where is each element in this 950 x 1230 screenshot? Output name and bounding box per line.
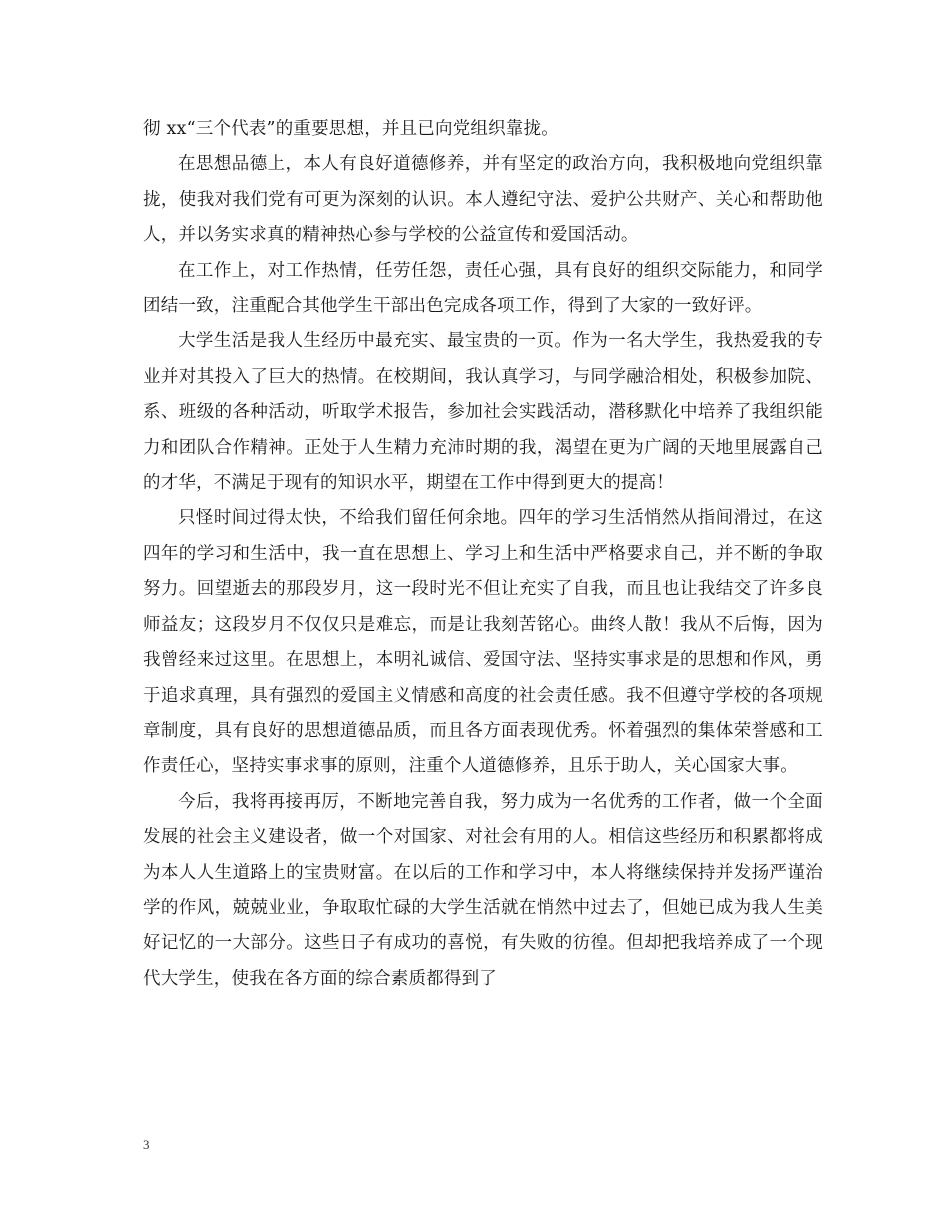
paragraph-1: 彻 xx“三个代表”的重要思想，并且已向党组织靠拢。 (143, 119, 559, 139)
paragraph-6: 今后，我将再接再厉，不断地完善自我，努力成为一名优秀的工作者，做一个全面发展的社会主义建设者，做一个对国家、对社会有用的人。相信这些经历和积累都将成为本人人生道路上的宝贵财富。在以后的工作和学习中，本人将继续保持并发扬严谨治学的作风，兢兢业业，争取取忙碌的大学生活就在悄然中过去了，但她已成为我人生美好记忆的一大部分。这些日子有成功的喜悦，有失败的彷徨。但却把我培养成了一个现代大学生，使我在各方面的综合素质都得到了 (143, 791, 823, 989)
paragraph-4: 大学生活是我人生经历中最充实、最宝贵的一页。作为一名大学生，我热爱我的专业并对其投入了巨大的热情。在校期间，我认真学习，与同学融洽相处，积极参加院、系、班级的各种活动，听取学术报告，参加社会实践活动，潜移默化中培养了我组织能力和团队合作精神。正处于人生精力充沛时期的我，渴望在更为广阔的天地里展露自己的才华，不满足于现有的知识水平，期望在工作中得到更大的提高！ (143, 331, 823, 494)
paragraph-5: 只怪时间过得太快，不给我们留任何余地。四年的学习生活悄然从指间滑过，在这四年的学习和生活中，我一直在思想上、学习上和生活中严格要求自己，并不断的争取努力。回望逝去的那段岁月，这一段时光不但让充实了自我，而且也让我结交了许多良师益友；这段岁月不仅仅只是难忘，而是让我刻苦铭心。曲终人散！我从不后悔，因为我曾经来过这里。在思想上，本明礼诚信、爱国守法、坚持实事求是的思想和作风，勇于追求真理，具有强烈的爱国主义情感和高度的社会责任感。我不但遵守学校的各项规章制度，具有良好的思想道德品质，而且各方面表现优秀。怀着强烈的集体荣誉感和工作责任心，坚持实事求事的原则，注重个人道德修养，且乐于助人，关心国家大事。 (143, 508, 823, 777)
paragraph-3: 在工作上，对工作热情，任劳任怨，责任心强，具有良好的组织交际能力，和同学团结一致，注重配合其他学生干部出色完成各项工作，得到了大家的一致好评。 (143, 260, 823, 317)
paragraph-2: 在思想品德上，本人有良好道德修养，并有坚定的政治方向，我积极地向党组织靠拢，使我对我们党有可更为深刻的认识。本人遵纪守法、爱护公共财产、关心和帮助他人，并以务实求真的精神热心参与学校的公益宣传和爱国活动。 (143, 154, 823, 246)
page-number: 3 (143, 1137, 150, 1152)
document-body (143, 112, 823, 997)
